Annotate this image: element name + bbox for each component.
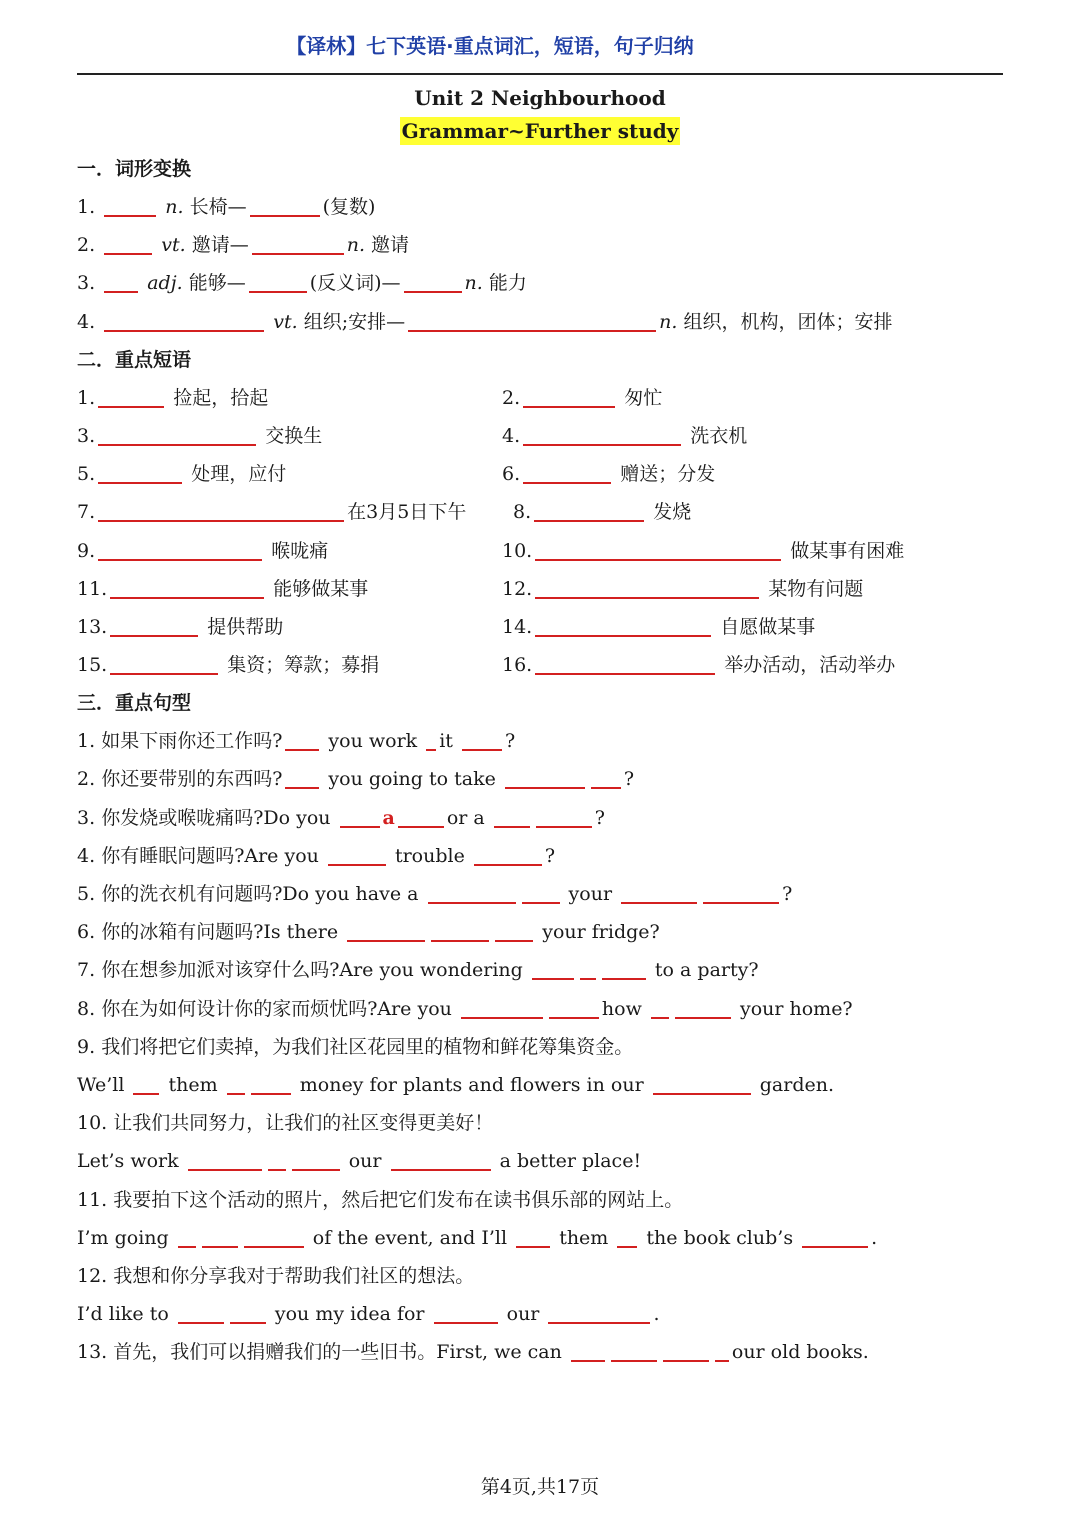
answer-blank[interactable] — [98, 422, 256, 446]
answer-blank[interactable] — [250, 193, 320, 217]
section2-title: 二．重点短语 — [77, 348, 192, 371]
answer-blank[interactable] — [516, 1224, 550, 1248]
answer-blank[interactable] — [431, 918, 489, 942]
answer-blank[interactable] — [523, 422, 681, 446]
sentence-5: 5. 你的洗衣机有问题吗?Do you have a your ? — [77, 875, 1003, 913]
answer-blank[interactable] — [535, 575, 759, 599]
answer-blank[interactable] — [534, 498, 644, 522]
answer-blank[interactable] — [621, 880, 697, 904]
answer-blank[interactable] — [434, 1300, 498, 1324]
sentence-7: 7. 你在想参加派对该穿什么吗?Are you wondering to a party? — [77, 951, 1003, 989]
answer-blank[interactable] — [495, 918, 533, 942]
answer-blank[interactable] — [536, 804, 592, 828]
answer-blank[interactable] — [571, 1338, 605, 1362]
answer-blank[interactable] — [188, 1147, 262, 1171]
answer-blank[interactable] — [494, 804, 530, 828]
sentence-10-en: Let’s work our a better place! — [77, 1142, 1003, 1180]
phrase-row: 7. 在3月5日下午 8. 发烧 — [77, 493, 1003, 531]
answer-blank[interactable] — [522, 880, 560, 904]
answer-blank[interactable] — [391, 1147, 491, 1171]
sentence-6: 6. 你的冰箱有问题吗?Is there your fridge? — [77, 913, 1003, 951]
answer-blank[interactable] — [428, 880, 516, 904]
answer-blank[interactable] — [178, 1300, 224, 1324]
answer-blank[interactable] — [802, 1224, 868, 1248]
phrase-row: 9. 喉咙痛 10. 做某事有困难 — [77, 532, 1003, 570]
answer-blank[interactable] — [532, 956, 574, 980]
sentence-13: 13. 首先，我们可以捐赠我们的一些旧书。First, we can our old books. — [77, 1333, 1003, 1371]
answer-blank[interactable] — [602, 956, 646, 980]
header-rule — [77, 73, 1003, 75]
answer-blank[interactable] — [426, 727, 436, 751]
answer-blank[interactable] — [535, 651, 715, 675]
wordform-item: 4. vt. 组织;安排— n. 组织，机构，团体；安排 — [77, 303, 1003, 341]
sentence-9-cn: 9. 我们将把它们卖掉，为我们社区花园里的植物和鲜花筹集资金。 — [77, 1035, 634, 1058]
answer-blank[interactable] — [178, 1224, 196, 1248]
answer-blank[interactable] — [703, 880, 779, 904]
answer-blank[interactable] — [535, 613, 711, 637]
sentence-9-en: We’ll them money for plants and flowers in our garden. — [77, 1066, 1003, 1104]
sentence-11-en: I’m going of the event, and I’ll them the book club’s . — [77, 1219, 1003, 1257]
answer-blank[interactable] — [251, 1071, 291, 1095]
answer-blank[interactable] — [404, 269, 462, 293]
subtitle: Grammar~Further study — [401, 119, 679, 143]
answer-blank[interactable] — [505, 765, 585, 789]
answer-blank[interactable] — [285, 765, 319, 789]
unit-title: Unit 2 Neighbourhood — [414, 86, 666, 110]
answer-blank[interactable] — [98, 537, 262, 561]
section3-title: 三．重点句型 — [77, 692, 192, 715]
phrase-row: 13. 提供帮助 14. 自愿做某事 — [77, 608, 1003, 646]
answer-blank[interactable] — [549, 995, 599, 1019]
answer-blank[interactable] — [653, 1071, 751, 1095]
answer-blank[interactable] — [340, 804, 380, 828]
sentence-4: 4. 你有睡眠问题吗?Are you trouble ? — [77, 837, 1003, 875]
answer-blank[interactable] — [285, 727, 319, 751]
phrase-row: 15. 集资；筹款；募捐 16. 举办活动，活动举办 — [77, 646, 1003, 684]
wordform-item: 1. n. 长椅— (复数) — [77, 188, 1003, 226]
answer-blank[interactable] — [227, 1071, 245, 1095]
answer-blank[interactable] — [98, 460, 182, 484]
wordform-item: 3. adj. 能够— (反义词)— n. 能力 — [77, 264, 1003, 302]
answer-blank[interactable] — [292, 1147, 340, 1171]
answer-blank[interactable] — [133, 1071, 159, 1095]
answer-blank[interactable] — [591, 765, 621, 789]
sentence-12-cn: 12. 我想和你分享我对于帮助我们社区的想法。 — [77, 1264, 475, 1287]
phrase-row: 3. 交换生 4. 洗衣机 — [77, 417, 1003, 455]
answer-blank[interactable] — [715, 1338, 729, 1362]
phrase-row: 11. 能够做某事 12. 某物有问题 — [77, 570, 1003, 608]
answer-blank[interactable] — [398, 804, 444, 828]
answer-blank[interactable] — [230, 1300, 266, 1324]
sentence-12-en: I’d like to you my idea for our . — [77, 1295, 1003, 1333]
phrase-row: 5. 处理，应付 6. 赠送；分发 — [77, 455, 1003, 493]
section1-title: 一．词形变换 — [77, 158, 192, 180]
answer-blank[interactable] — [110, 651, 218, 675]
answer-blank[interactable] — [663, 1338, 709, 1362]
answer-blank[interactable] — [617, 1224, 637, 1248]
document-header: 【译林】七下英语·重点词汇，短语，句子归纳 — [286, 34, 694, 58]
answer-blank[interactable] — [462, 727, 502, 751]
answer-blank[interactable] — [474, 842, 542, 866]
answer-blank[interactable] — [104, 269, 138, 293]
answer-blank[interactable] — [328, 842, 386, 866]
answer-blank[interactable] — [651, 995, 669, 1019]
answer-blank[interactable] — [110, 575, 264, 599]
sentence-10-cn: 10. 让我们共同努力，让我们的社区变得更美好！ — [77, 1112, 494, 1135]
answer-blank[interactable] — [202, 1224, 238, 1248]
answer-blank[interactable] — [249, 269, 307, 293]
worksheet — [77, 84, 1003, 1371]
answer-blank[interactable] — [98, 498, 344, 522]
answer-blank[interactable] — [347, 918, 425, 942]
page-footer: 第4页,共17页 — [480, 1476, 600, 1498]
wordform-item: 2. vt. 邀请— n. 邀请 — [77, 226, 1003, 264]
answer-blank[interactable] — [461, 995, 543, 1019]
answer-blank[interactable] — [104, 231, 152, 255]
phrase-row: 1. 捡起，拾起 2. 匆忙 — [77, 379, 1003, 417]
sentence-1: 1. 如果下雨你还工作吗? you work it ? — [77, 722, 1003, 760]
answer-blank[interactable] — [523, 384, 615, 408]
answer-blank[interactable] — [408, 308, 656, 332]
sentence-8: 8. 你在为如何设计你的家而烦忧吗?Are you how your home? — [77, 990, 1003, 1028]
sentence-11-cn: 11. 我要拍下这个活动的照片，然后把它们发布在读书俱乐部的网站上。 — [77, 1188, 684, 1211]
answer-blank[interactable] — [611, 1338, 657, 1362]
answer-blank[interactable] — [98, 384, 164, 408]
answer-blank[interactable] — [548, 1300, 650, 1324]
answer-blank[interactable] — [104, 308, 264, 332]
sentence-3: 3. 你发烧或喉咙痛吗?Do you a or a ? — [77, 799, 1003, 837]
answer-blank[interactable] — [535, 537, 781, 561]
answer-blank[interactable] — [104, 193, 156, 217]
answer-blank[interactable] — [268, 1147, 286, 1171]
answer-blank[interactable] — [675, 995, 731, 1019]
sentence-2: 2. 你还要带别的东西吗? you going to take ? — [77, 760, 1003, 798]
answer-blank[interactable] — [244, 1224, 304, 1248]
answer-blank[interactable] — [110, 613, 198, 637]
answer-blank[interactable] — [580, 956, 596, 980]
answer-blank[interactable] — [523, 460, 611, 484]
answer-blank[interactable] — [252, 231, 344, 255]
